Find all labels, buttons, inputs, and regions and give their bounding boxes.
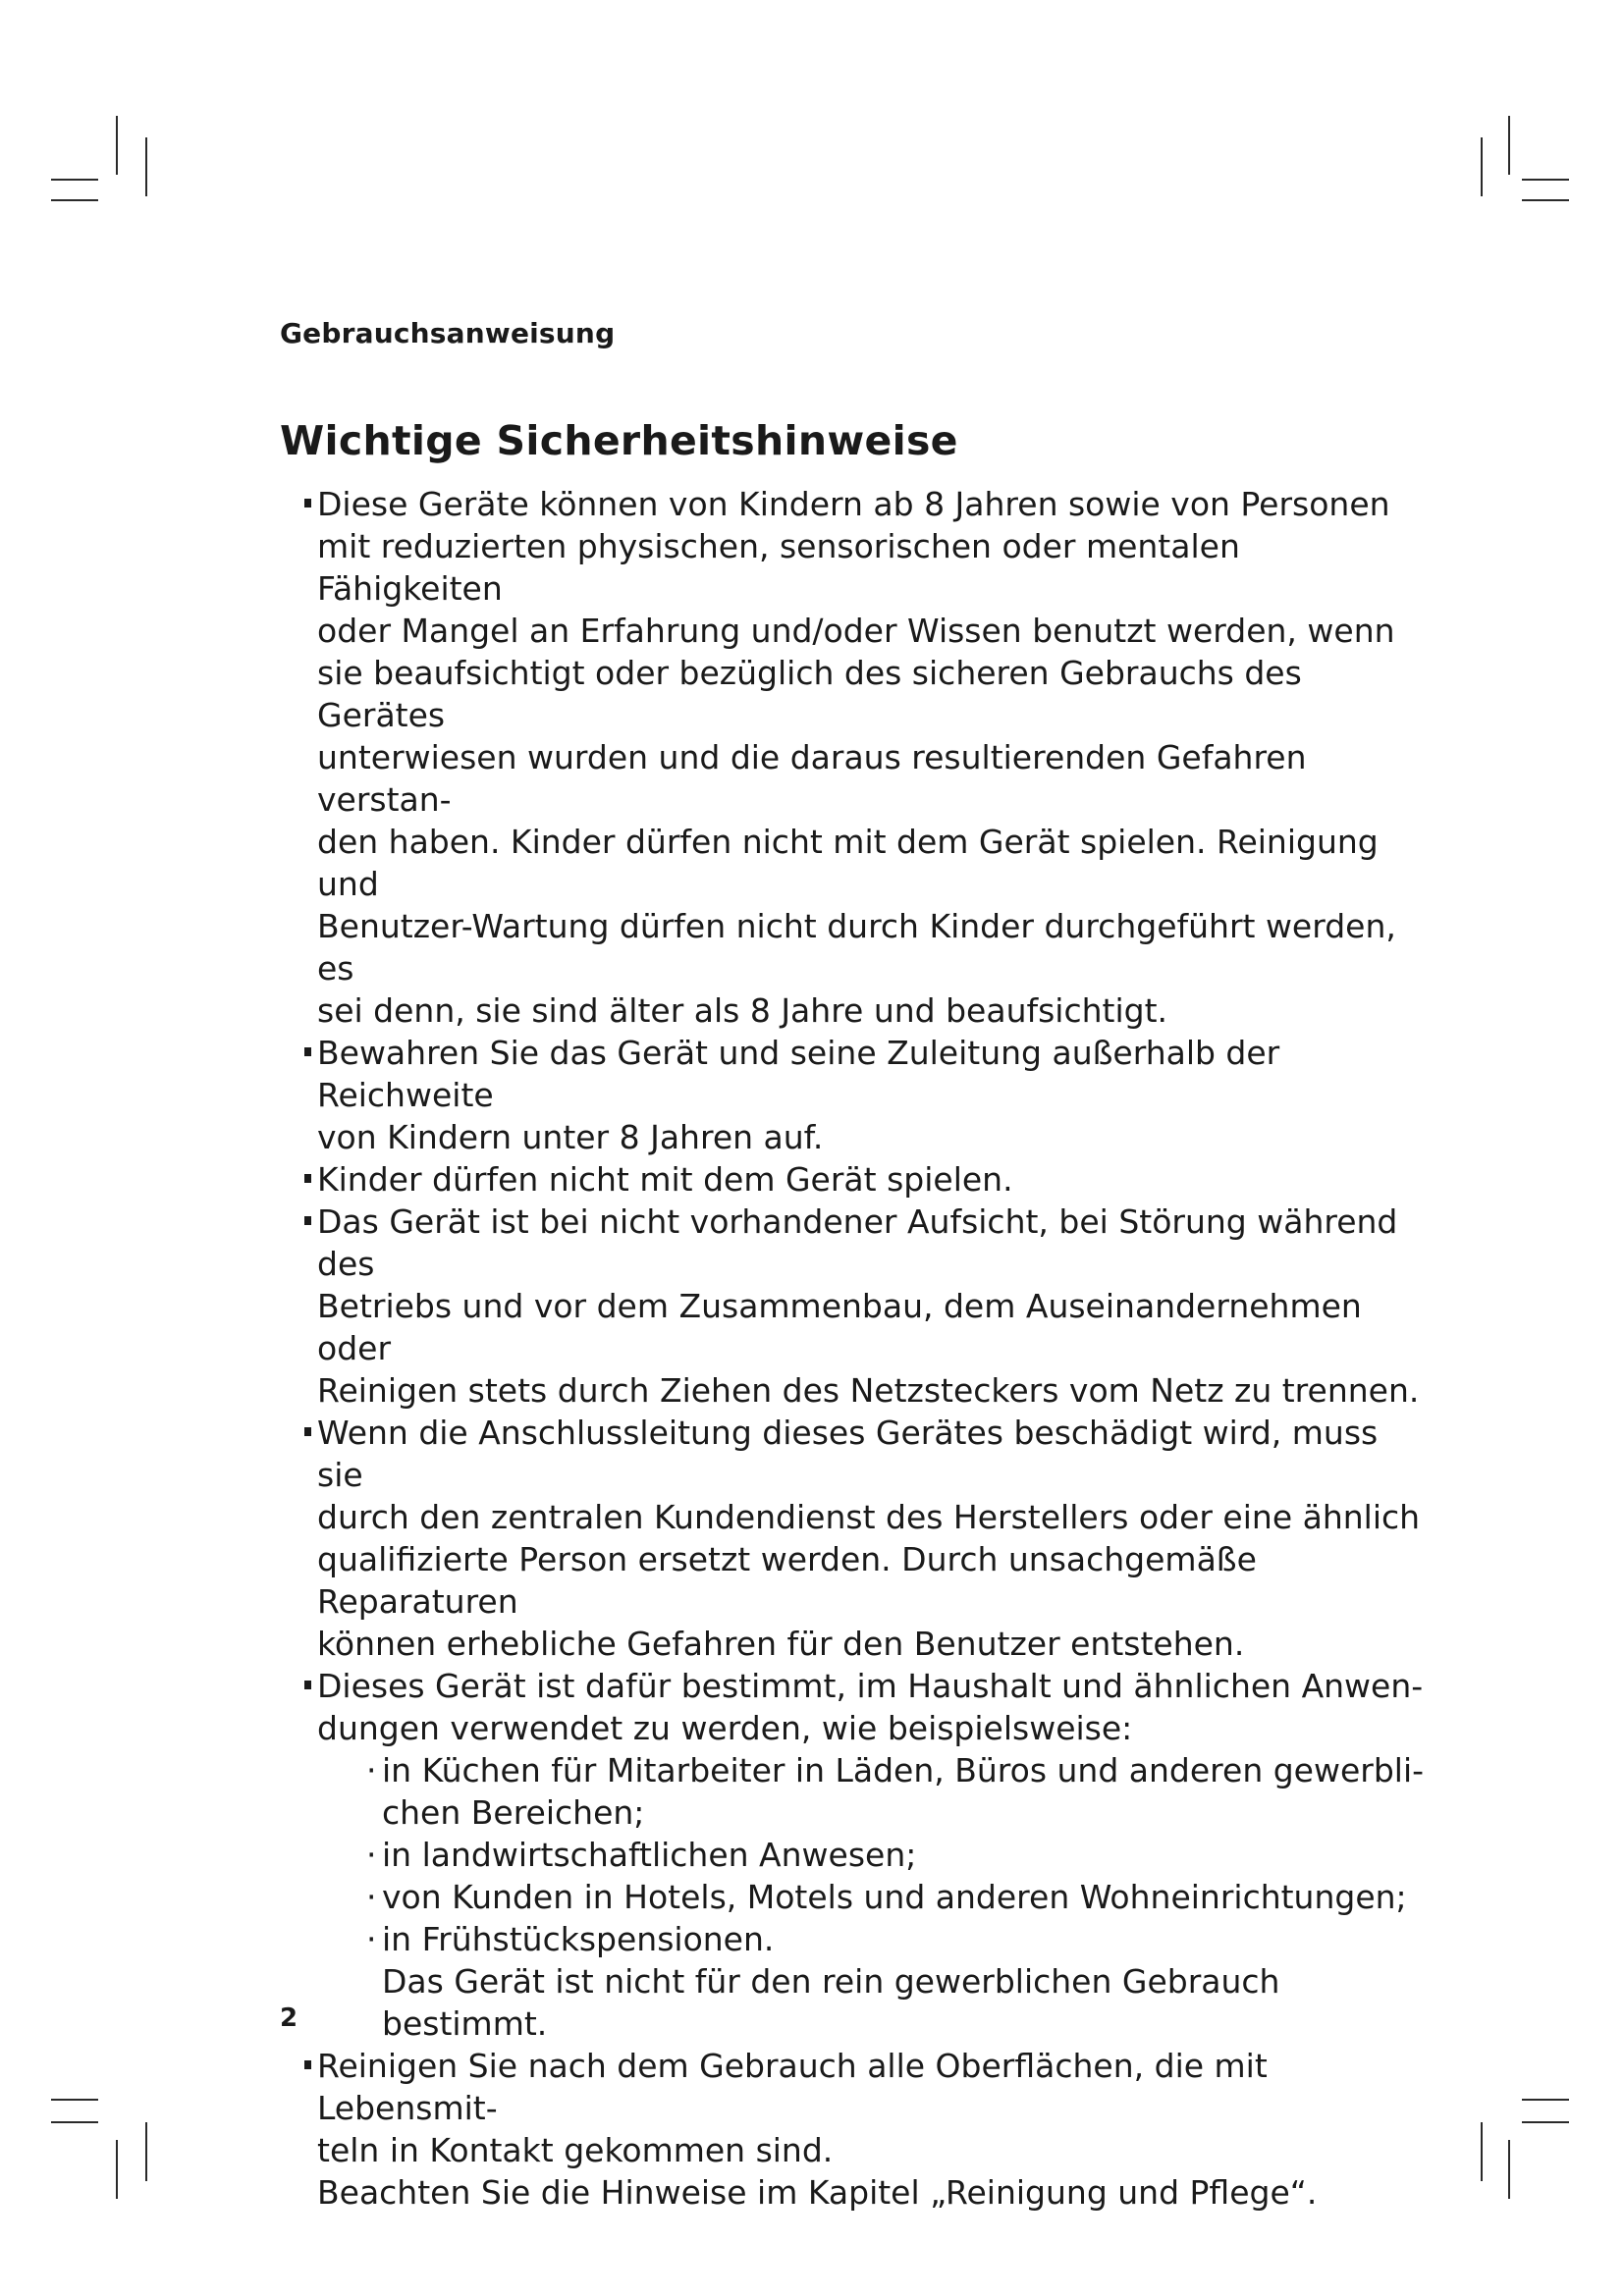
crop-mark-bottom-left-horizontal-inner [51, 2099, 98, 2101]
item-line: Wenn die Anschlussleitung dieses Gerätes beschädigt wird, muss sie [317, 1414, 1379, 1494]
crop-mark-bottom-right-horizontal-inner [1522, 2099, 1569, 2101]
square-bullet-icon [304, 2060, 311, 2069]
crop-mark-top-right-horizontal-inner [1522, 199, 1569, 201]
item-line: den haben. Kinder dürfen nicht mit dem Gerät spielen. Reinigung und [317, 823, 1379, 903]
usage-sub-item [317, 1749, 1434, 1834]
safety-item [304, 1201, 1434, 1412]
safety-item [304, 1158, 1434, 1201]
square-bullet-icon [304, 1427, 311, 1436]
square-bullet-icon [304, 1681, 311, 1689]
item-line: Betriebs und vor dem Zusammenbau, dem Auseinandernehmen oder [317, 1287, 1362, 1367]
page-number: 2 [280, 2003, 298, 2033]
usage-note: Das Gerät ist nicht für den rein gewerblichen Gebrauch bestimmt. [382, 1962, 1280, 2043]
crop-mark-bottom-left-vertical-inner [145, 2122, 147, 2181]
crop-mark-bottom-right-vertical-inner [1481, 2122, 1483, 2181]
crop-mark-bottom-right-horizontal [1522, 2121, 1569, 2123]
item-line: Das Gerät ist bei nicht vorhandener Aufsicht, bei Störung während des [317, 1202, 1398, 1283]
item-line: Bewahren Sie das Gerät und seine Zuleitung außerhalb der Reichweite [317, 1034, 1280, 1114]
crop-mark-top-left-horizontal-inner [51, 199, 98, 201]
item-line: dungen verwendet zu werden, wie beispielsweise: [317, 1709, 1133, 1747]
item-line: teln in Kontakt gekommen sind. [317, 2131, 834, 2169]
crop-mark-top-left-vertical-inner [145, 137, 147, 196]
sub-item-line: in Küchen für Mitarbeiter in Läden, Büros und anderen gewerbli- [382, 1751, 1425, 1789]
item-line: sei denn, sie sind älter als 8 Jahre und beaufsichtigt. [317, 991, 1168, 1030]
sub-item-line: in landwirtschaftlichen Anwesen; [382, 1836, 917, 1874]
crop-mark-top-right-vertical-inner [1481, 137, 1483, 196]
dot-bullet-icon: · [366, 1920, 377, 1958]
document-header: Gebrauchsanweisung [280, 317, 616, 349]
item-line: qualifizierte Person ersetzt werden. Durch unsachgemäße Reparaturen [317, 1540, 1257, 1621]
item-line: unterwiesen wurden und die daraus resultierenden Gefahren verstan- [317, 738, 1307, 819]
usage-sub-item [317, 1918, 1434, 1960]
item-line: können erhebliche Gefahren für den Benutzer entstehen. [317, 1625, 1245, 1663]
crop-mark-bottom-left-vertical [116, 2140, 118, 2199]
section-title: Wichtige Sicherheitshinweise [280, 417, 958, 464]
crop-mark-bottom-left-horizontal [51, 2121, 98, 2123]
square-bullet-icon [304, 499, 311, 507]
sub-item-line: chen Bereichen; [382, 1793, 645, 1832]
safety-instructions-list [304, 483, 1434, 2214]
safety-item [304, 2045, 1434, 2214]
dot-bullet-icon: · [366, 1836, 377, 1874]
crop-mark-top-left-vertical [116, 116, 118, 175]
crop-mark-top-left-horizontal [51, 179, 98, 181]
item-line: mit reduzierten physischen, sensorischen oder mentalen Fähigkeiten [317, 527, 1240, 608]
usage-sub-item [317, 1834, 1434, 1876]
square-bullet-icon [304, 1174, 311, 1183]
sub-item-line: von Kunden in Hotels, Motels und anderen Wohneinrichtungen; [382, 1878, 1407, 1916]
safety-item [304, 483, 1434, 1032]
dot-bullet-icon: · [366, 1878, 377, 1916]
safety-item [304, 1032, 1434, 1158]
item-line: Dieses Gerät ist dafür bestimmt, im Haushalt und ähnlichen Anwen- [317, 1667, 1424, 1705]
usage-sub-item [317, 1876, 1434, 1918]
square-bullet-icon [304, 1047, 311, 1056]
safety-item [304, 1412, 1434, 1665]
item-line: Reinigen Sie nach dem Gebrauch alle Oberflächen, die mit Lebensmit- [317, 2047, 1268, 2127]
safety-item [304, 1665, 1434, 2045]
sub-item-line: in Frühstückspensionen. [382, 1920, 775, 1958]
item-line: Benutzer-Wartung dürfen nicht durch Kinder durchgeführt werden, es [317, 907, 1396, 988]
item-line: Diese Geräte können von Kindern ab 8 Jahren sowie von Personen [317, 485, 1390, 523]
item-line: oder Mangel an Erfahrung und/oder Wissen benutzt werden, wenn [317, 612, 1395, 650]
item-line: Beachten Sie die Hinweise im Kapitel „Reinigung und Pflege“. [317, 2173, 1318, 2212]
crop-mark-top-right-vertical [1508, 116, 1510, 175]
item-line: Kinder dürfen nicht mit dem Gerät spielen. [317, 1160, 1013, 1199]
item-line: sie beaufsichtigt oder bezüglich des sicheren Gebrauchs des Gerätes [317, 654, 1302, 734]
crop-mark-bottom-right-vertical [1508, 2140, 1510, 2199]
square-bullet-icon [304, 1216, 311, 1225]
dot-bullet-icon: · [366, 1751, 377, 1789]
item-line: von Kindern unter 8 Jahren auf. [317, 1118, 824, 1156]
item-line: Reinigen stets durch Ziehen des Netzsteckers vom Netz zu trennen. [317, 1371, 1420, 1410]
item-line: durch den zentralen Kundendienst des Herstellers oder eine ähnlich [317, 1498, 1421, 1536]
crop-mark-top-right-horizontal [1522, 179, 1569, 181]
